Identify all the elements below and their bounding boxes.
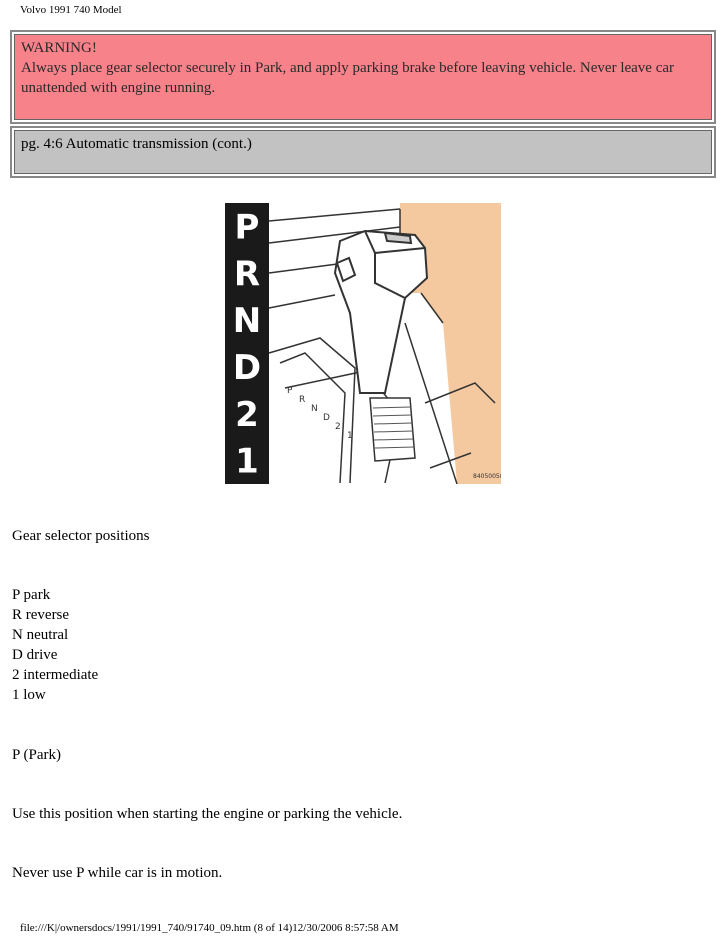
section-title: Gear selector positions: [12, 528, 150, 544]
gate-mark: P: [287, 386, 293, 396]
gate-mark: D: [323, 413, 330, 423]
file-path-footer: file:///K|/ownersdocs/1991/1991_740/91740_09.htm (8 of 14)12/30/2006 8:57:58 AM: [20, 922, 399, 934]
list-item: N neutral: [12, 627, 69, 643]
figure-code: 84050058: [473, 473, 501, 480]
positions-list: [12, 585, 98, 705]
strip-letter: P: [234, 207, 260, 248]
list-item: P park: [12, 587, 51, 603]
strip-letter: N: [232, 301, 262, 342]
strip-letter: R: [233, 254, 261, 295]
list-item: 1 low: [12, 687, 46, 703]
list-item: 2 intermediate: [12, 667, 99, 683]
gate-mark: N: [311, 404, 318, 414]
document-header: Volvo 1991 740 Model: [20, 4, 122, 16]
warning-title: WARNING!: [21, 40, 97, 56]
gate-mark: 2: [335, 422, 341, 432]
page-heading: pg. 4:6 Automatic transmission (cont.): [14, 130, 712, 174]
strip-letter: D: [232, 347, 262, 388]
park-text-2: Never use P while car is in motion.: [12, 865, 223, 881]
list-item: D drive: [12, 647, 58, 663]
park-text-1: Use this position when starting the engine or parking the vehicle.: [12, 806, 403, 822]
warning-box: [10, 30, 716, 124]
gate-mark: 1: [347, 431, 353, 441]
strip-letter: 1: [235, 441, 259, 482]
warning-text: Always place gear selector securely in Park, and apply parking brake before leaving vehicle. Never leave car unattended with engine running.: [21, 60, 675, 96]
gear-selector-illustration: [225, 203, 501, 484]
park-heading: P (Park): [12, 747, 62, 763]
list-item: R reverse: [12, 607, 70, 623]
gate-mark: R: [299, 395, 306, 405]
page-heading-box: [10, 126, 716, 178]
strip-letter: 2: [235, 394, 259, 435]
